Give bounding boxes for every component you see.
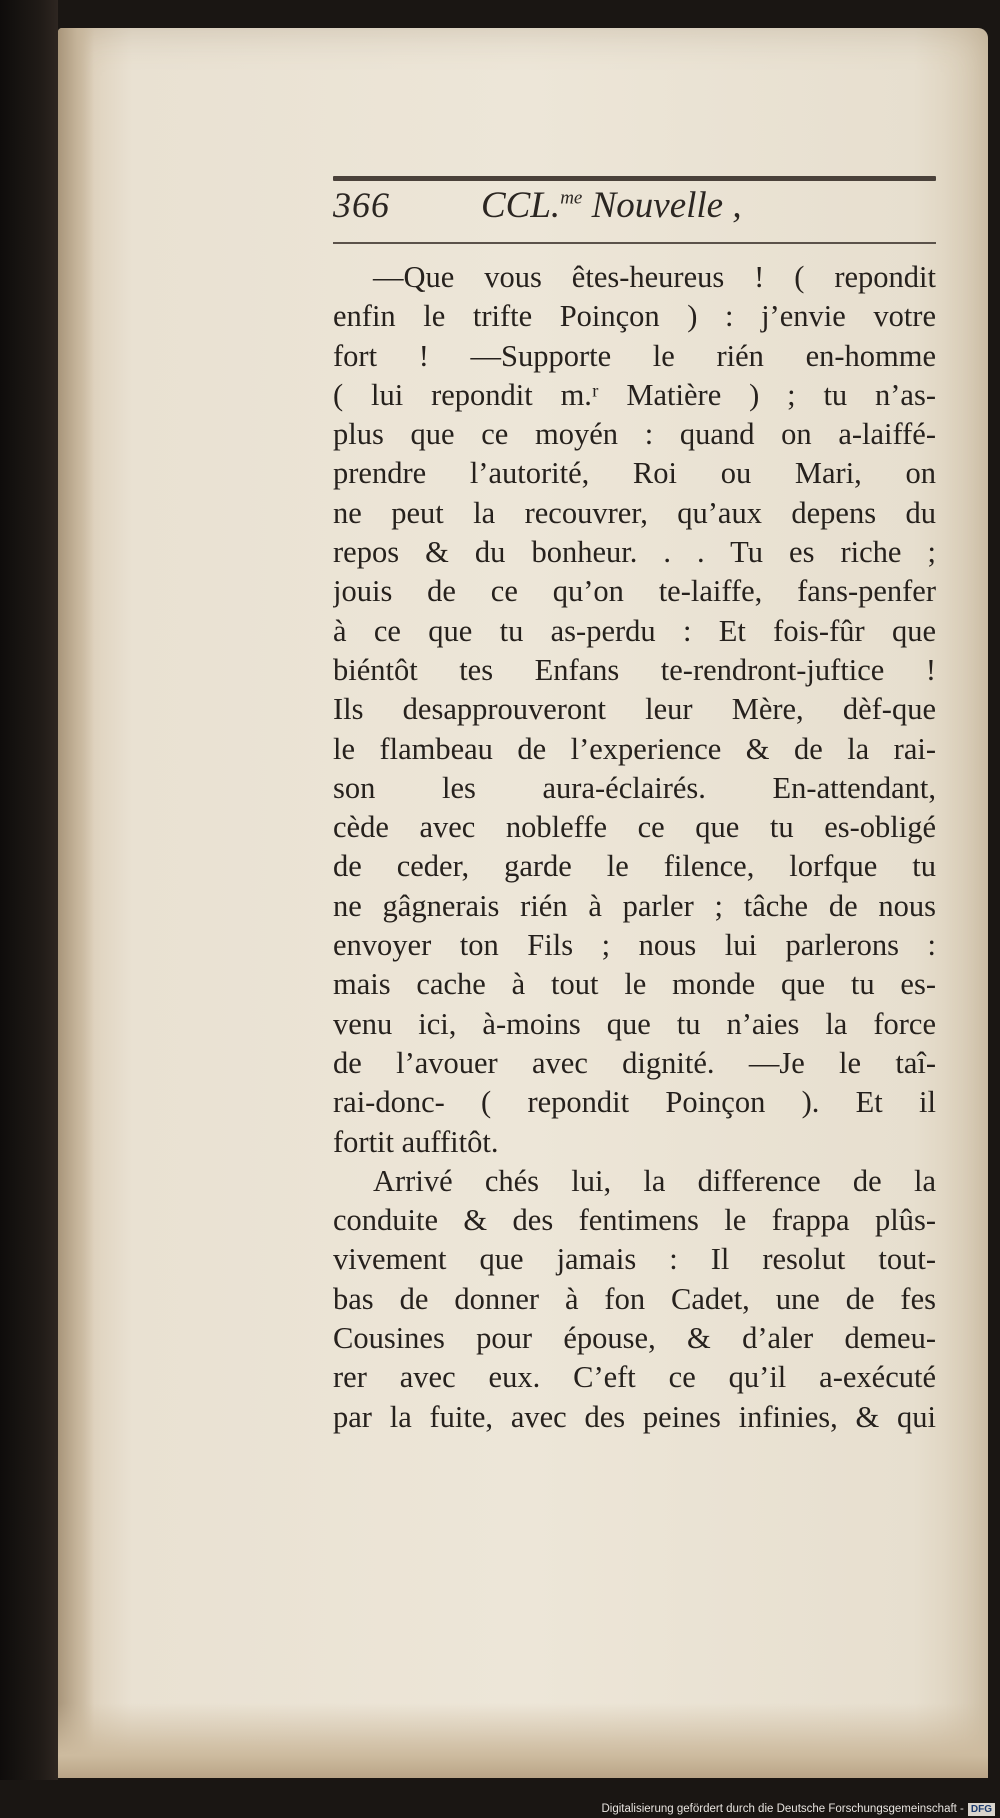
body-text [333,258,936,1458]
text-line: par la fuite, avec des peines infinies, & qui [333,1399,936,1434]
text-line: biéntôt tes Enfans te-rendront-juftice ! [333,652,936,687]
text-line: venu ici, à-moins que tu n’aies la force [333,1006,936,1041]
text-line: fortit auffitôt. [333,1124,499,1159]
running-title-superscript: me [560,187,583,209]
text-line: son les aura-éclairés. En-attendant, [333,770,936,805]
text-line: Ils desapprouveront leur Mère, dèf-que [333,692,936,727]
scan-border [0,0,58,1780]
text-line: enfin le trifte Poinçon ) : j’envie votre [333,299,936,334]
text-line: le flambeau de l’experience & de la rai- [333,731,936,766]
text-line: envoyer ton Fils ; nous lui parlerons : [333,928,936,963]
header-bottom-rule [333,242,936,244]
digitization-credit [600,1800,995,1818]
page-bottom-shading [58,1703,988,1778]
running-header [333,180,936,236]
text-line: rer avec eux. C’eft ce qu’il a-exécuté [333,1360,936,1395]
text-line: fort ! —Supporte le rién en-homme [333,338,936,373]
credit-text: Digitalisierung gefördert durch die Deutsche Forschungsgemeinschaft - [601,1803,964,1815]
text-line: Arrivé chés lui, la difference de la [373,1163,936,1198]
page-edge-shading [58,28,94,1778]
text-line: rai-donc- ( repondit Poinçon ). Et il [333,1085,936,1120]
text-line: mais cache à tout le monde que tu es- [333,967,936,1002]
running-title-main: CCL. [481,185,561,226]
text-line: ( lui repondit m.ʳ Matière ) ; tu n’as- [333,377,936,412]
text-line: ne gâgnerais rién à parler ; tâche de nous [333,888,936,923]
dfg-logo: DFG [968,1803,995,1816]
text-line: Cousines pour épouse, & d’aler demeu- [333,1321,936,1356]
text-line: plus que ce moyén : quand on a-laiffé- [333,417,936,452]
text-line: vivement que jamais : Il resolut tout- [333,1242,936,1277]
text-line: prendre l’autorité, Roi ou Mari, on [333,456,936,491]
running-title-rest: Nouvelle , [582,185,742,226]
text-line: ne peut la recouvrer, qu’aux depens du [333,495,936,530]
text-line: de ceder, garde le filence, lorfque tu [333,849,936,884]
text-line: —Que vous êtes-heureus ! ( repondit [373,260,936,294]
text-line: jouis de ce qu’on te-laiffe, fans-penfer [333,574,936,609]
text-line: bas de donner à fon Cadet, une de fes [333,1281,936,1316]
running-title [481,184,742,227]
text-line: conduite & des fentimens le frappa plûs- [333,1203,936,1238]
text-line: à ce que tu as-perdu : Et fois-fûr que [333,613,936,648]
text-line: de l’avouer avec dignité. —Je le taî- [333,1045,936,1080]
page-number: 366 [333,185,390,225]
text-line: repos & du bonheur. . . Tu es riche ; [333,535,936,570]
text-line: cède avec nobleffe ce que tu es-obligé [333,810,936,845]
